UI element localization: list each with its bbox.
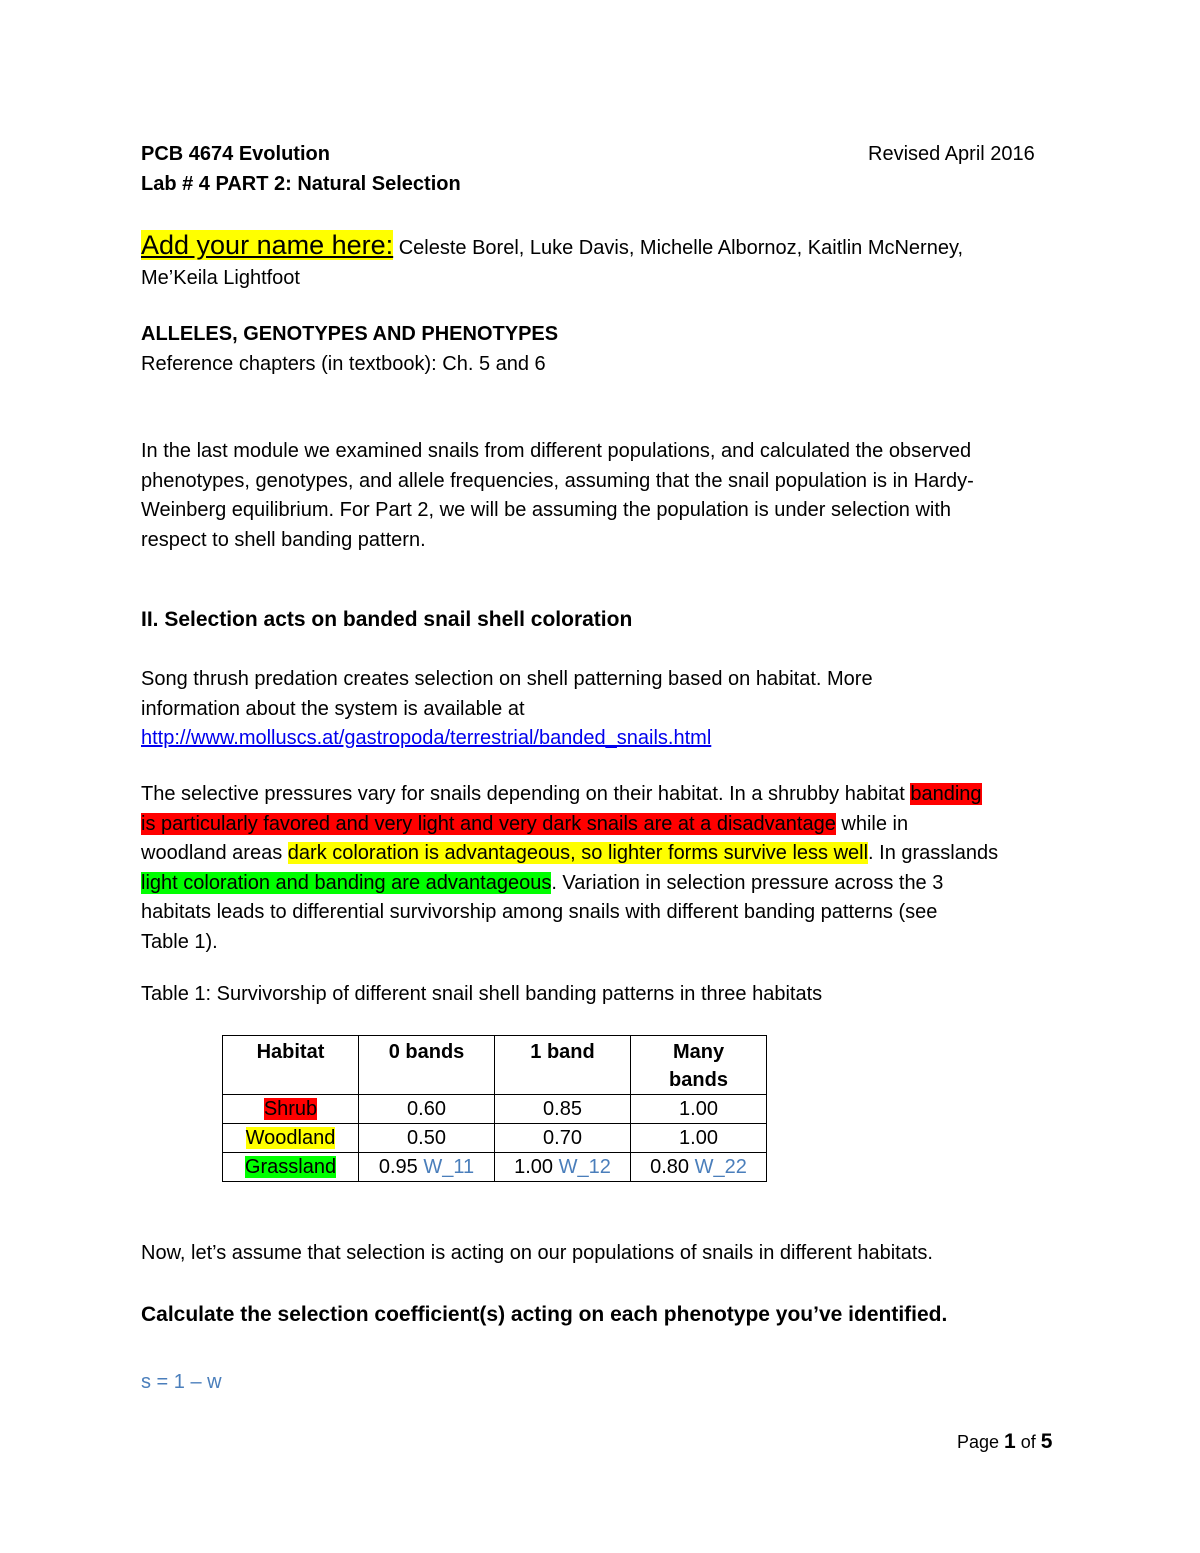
- lab-title: Lab # 4 PART 2: Natural Selection: [141, 173, 461, 195]
- question-heading: Calculate the selection coefficient(s) acting on each phenotype you’ve identified.: [141, 1303, 948, 1326]
- cell-value: 0.80: [650, 1155, 695, 1178]
- fitness-label: W_11: [423, 1155, 475, 1178]
- text-span: . Variation in selection pressure across the 3: [551, 871, 944, 894]
- habitat-cell: [223, 1124, 359, 1153]
- predation-paragraph: [141, 665, 873, 754]
- table-row: [223, 1153, 767, 1182]
- intro-line: Weinberg equilibrium. For Part 2, we will be assuming the population is under selection with: [141, 499, 952, 521]
- highlight-grassland: light coloration and banding are advantageous: [141, 871, 552, 894]
- pressures-line-5: habitats leads to differential survivorship among snails with different banding patterns (see: [141, 901, 938, 923]
- table-caption: Table 1: Survivorship of different snail shell banding patterns in three habitats: [141, 983, 823, 1005]
- highlight-shrub: is particularly favored and very light and very dark snails are at a disadvantage: [141, 812, 836, 835]
- text-span: while in: [835, 812, 909, 835]
- molluscs-link[interactable]: http://www.molluscs.at/gastropoda/terrestrial/banded_snails.html: [141, 727, 712, 749]
- text-span: The selective pressures vary for snails depending on their habitat. In a shrubby habitat: [141, 783, 911, 805]
- pressures-line-4: [141, 869, 998, 899]
- course-title: PCB 4674 Evolution: [141, 143, 330, 165]
- column-header: [631, 1036, 767, 1095]
- section-heading-alleles: ALLELES, GENOTYPES AND PHENOTYPES: [141, 323, 559, 345]
- revised-date: Revised April 2016: [868, 143, 1035, 165]
- pressures-line-6: Table 1).: [141, 930, 218, 953]
- table-cell: 0.60: [359, 1095, 495, 1124]
- pressures-line-2: [141, 810, 998, 840]
- text-span: woodland areas: [141, 842, 288, 864]
- habitat-label: Grassland: [244, 1155, 337, 1178]
- assumption-line: Now, let’s assume that selection is acting on our populations of snails in different habitats.: [141, 1242, 933, 1264]
- fitness-label: W_12: [558, 1155, 611, 1178]
- fitness-label: W_22: [694, 1155, 747, 1178]
- table-cell: [359, 1153, 495, 1182]
- table-cell: 0.70: [495, 1124, 631, 1153]
- intro-line: In the last module we examined snails from different populations, and calculated the observed: [141, 440, 972, 462]
- student-names-line2: Me’Keila Lightfoot: [141, 267, 300, 289]
- table-cell: 1.00: [631, 1124, 767, 1153]
- page-current: 1: [1004, 1430, 1016, 1453]
- table-row: [223, 1095, 767, 1124]
- pressures-line-3: [141, 839, 998, 869]
- column-header: Habitat: [223, 1036, 359, 1095]
- habitat-label: Shrub: [263, 1097, 318, 1120]
- table-cell: 0.85: [495, 1095, 631, 1124]
- habitat-cell: [223, 1153, 359, 1182]
- habitat-label: Woodland: [245, 1126, 336, 1149]
- name-prompt-label: Add your name here:: [141, 230, 394, 260]
- table-cell: [495, 1153, 631, 1182]
- predation-line: information about the system is available at: [141, 697, 525, 720]
- of-word: of: [1015, 1432, 1041, 1452]
- section-heading-selection: II. Selection acts on banded snail shell coloration: [141, 608, 633, 631]
- table-cell: [631, 1153, 767, 1182]
- cell-value: 0.95: [378, 1155, 424, 1178]
- table-cell: 0.50: [359, 1124, 495, 1153]
- name-line: [141, 228, 963, 265]
- pressures-paragraph: [141, 780, 998, 957]
- page-number: [957, 1430, 1052, 1454]
- page-total: 5: [1040, 1430, 1053, 1453]
- table-row: [223, 1124, 767, 1153]
- highlight-shrub: banding: [910, 783, 982, 805]
- student-names: Celeste Borel, Luke Davis, Michelle Albornoz, Kaitlin McNerney,: [393, 237, 964, 259]
- reference-chapters: Reference chapters (in textbook): Ch. 5 and 6: [141, 353, 546, 375]
- intro-line: phenotypes, genotypes, and allele frequencies, assuming that the snail population is in Hardy-: [141, 469, 974, 492]
- column-header: 1 band: [495, 1036, 631, 1095]
- page-word: Page: [957, 1432, 1005, 1452]
- intro-paragraph: [141, 437, 974, 555]
- formula-answer: s = 1 – w: [141, 1371, 222, 1393]
- table-header-row: [223, 1036, 767, 1095]
- column-header: 0 bands: [359, 1036, 495, 1095]
- predation-line: Song thrush predation creates selection on shell patterning based on habitat. More: [141, 668, 873, 690]
- table-cell: 1.00: [631, 1095, 767, 1124]
- survivorship-table: [222, 1035, 767, 1182]
- cell-value: 1.00: [514, 1155, 559, 1178]
- column-header-text: Many bands: [669, 1041, 728, 1091]
- intro-line: respect to shell banding pattern.: [141, 528, 426, 551]
- habitat-cell: [223, 1095, 359, 1124]
- text-span: . In grasslands: [868, 842, 999, 864]
- pressures-line-1: [141, 780, 998, 810]
- highlight-woodland: dark coloration is advantageous, so lighter forms survive less well: [287, 842, 869, 864]
